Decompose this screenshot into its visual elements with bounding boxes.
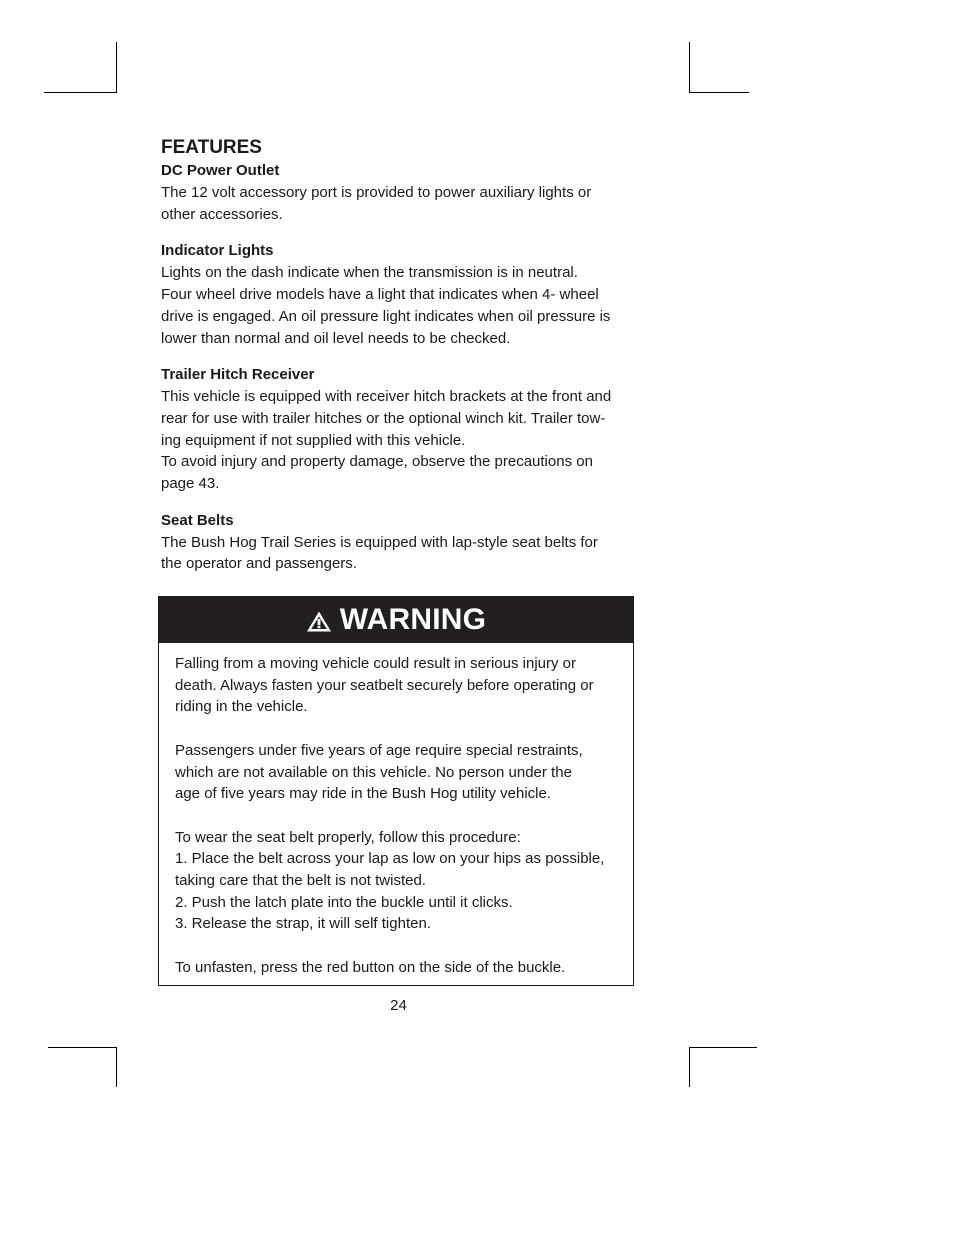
crop-mark-bottom-right-v	[689, 1047, 690, 1087]
crop-mark-bottom-left-v	[116, 1047, 117, 1087]
warning-paragraph-1: Falling from a moving vehicle could result in serious injury or death. Always fasten your seatbelt securely before operating or riding in the vehicle.	[175, 655, 594, 716]
features-section	[161, 137, 636, 575]
seat-belts-text: The Bush Hog Trail Series is equipped with lap-style seat belts for the operator and passengers.	[161, 533, 598, 573]
indicator-lights-section	[161, 240, 636, 349]
dc-power-title: DC Power Outlet	[161, 162, 280, 179]
crop-mark-top-left-h	[44, 92, 117, 93]
warning-body	[159, 643, 633, 979]
crop-mark-bottom-left-h	[48, 1047, 117, 1048]
crop-mark-top-right-h	[689, 92, 749, 93]
seat-belts-title: Seat Belts	[161, 511, 234, 529]
trailer-hitch-section	[161, 364, 636, 495]
trailer-hitch-text: This vehicle is equipped with receiver hitch brackets at the front and rear for use with trailer hitches or the optional winch kit. Trailer tow- ing equipment if not supplied with this vehicle. To avoid injury and property damage, observe the precautions on page 43.	[161, 388, 612, 493]
warning-paragraph-4: To unfasten, press the red button on the side of the buckle.	[175, 958, 566, 976]
indicator-lights-text: Lights on the dash indicate when the transmission is in neutral. Four wheel drive models have a light that indicates when 4- wheel drive is engaged. An oil pressure light indicates when oil pressure is lower than normal and oil level needs to be checked.	[161, 264, 611, 347]
warning-triangle-icon	[306, 610, 332, 633]
crop-mark-bottom-right-h	[689, 1047, 757, 1048]
features-heading: FEATURES	[161, 137, 262, 158]
warning-paragraph-2: Passengers under five years of age require special restraints, which are not available on this vehicle. No person under the age of five years may ride in the Bush Hog utility vehicle.	[175, 741, 583, 803]
warning-box	[158, 596, 634, 986]
warning-title: WARNING	[339, 603, 487, 636]
trailer-hitch-title: Trailer Hitch Receiver	[161, 366, 315, 384]
crop-mark-top-right-v	[689, 42, 690, 93]
seat-belts-section	[161, 510, 636, 575]
warning-header	[159, 597, 633, 643]
page-number: 24	[390, 997, 407, 1014]
indicator-lights-title: Indicator Lights	[161, 242, 274, 260]
warning-paragraph-3: To wear the seat belt properly, follow this procedure: 1. Place the belt across your lap as low on your hips as possible, taking care that the belt is not twisted. 2. Push the latch plate into the buckle until it clicks. 3. Release the strap, it will self tighten.	[175, 828, 605, 933]
crop-mark-top-left-v	[116, 42, 117, 93]
dc-power-text: The 12 volt accessory port is provided to power auxiliary lights or other accessories.	[161, 184, 592, 223]
dc-power-section	[161, 160, 636, 225]
